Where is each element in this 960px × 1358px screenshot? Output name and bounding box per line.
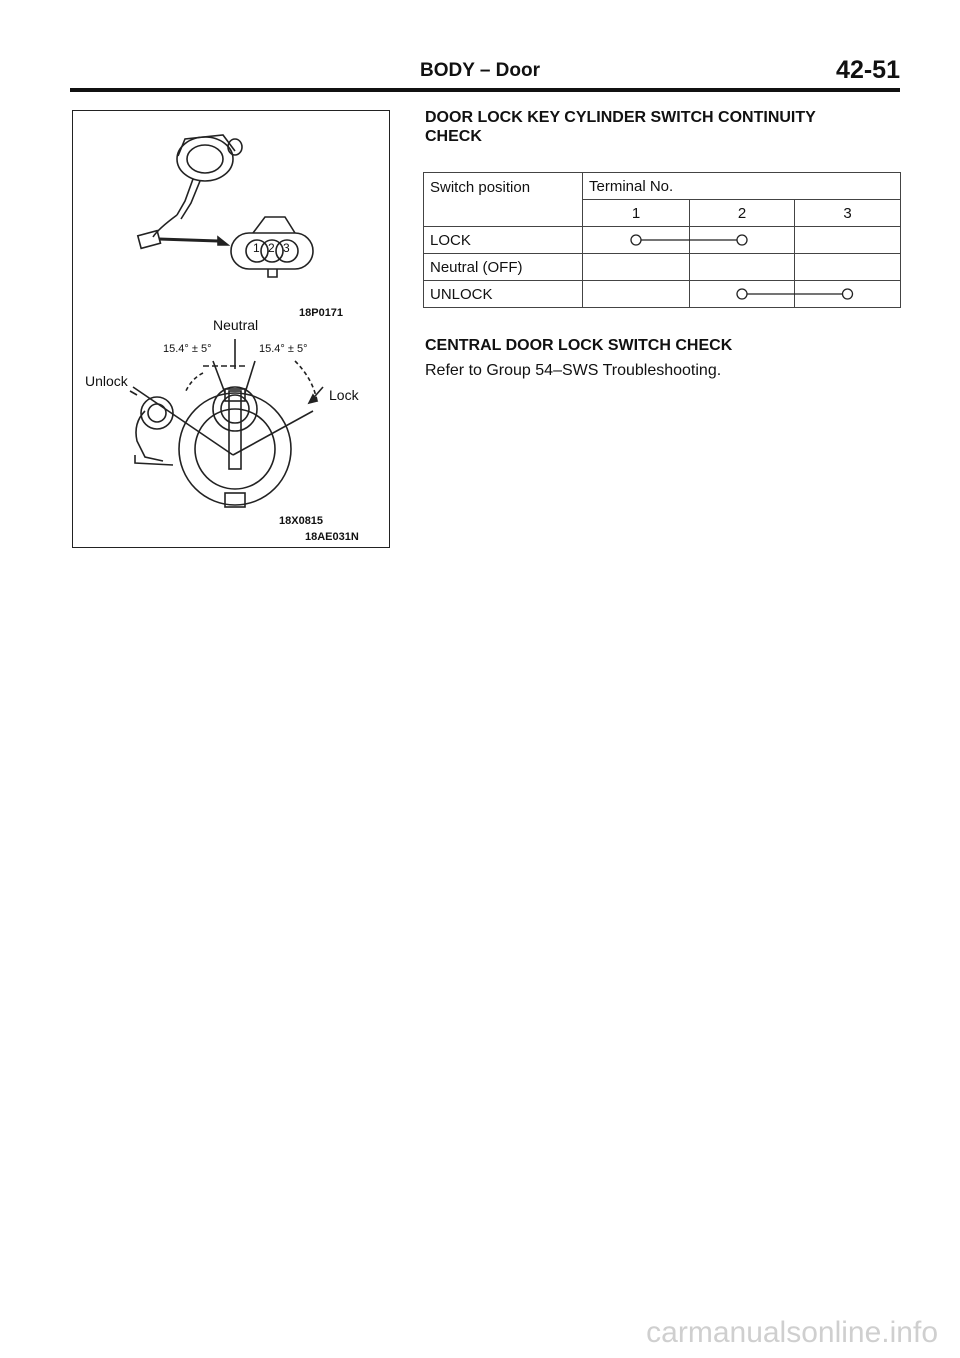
connector-pin-1: 1 bbox=[253, 241, 260, 255]
connector-pin-3: 3 bbox=[283, 241, 290, 255]
label-neutral: Neutral bbox=[213, 317, 259, 333]
terminal-1: 1 bbox=[583, 200, 690, 227]
page-number: 42-51 bbox=[836, 56, 900, 84]
section1-title-line1: DOOR LOCK KEY CYLINDER SWITCH CONTINUITY bbox=[425, 109, 816, 126]
figure-panel bbox=[72, 110, 390, 548]
section2-text: Refer to Group 54–SWS Troubleshooting. bbox=[425, 362, 722, 379]
section1-title bbox=[425, 108, 816, 146]
cell-neutral-1 bbox=[583, 254, 690, 281]
cell-unlock-1 bbox=[583, 281, 690, 308]
cell-neutral-3 bbox=[795, 254, 901, 281]
connector-pin-2: 2 bbox=[268, 241, 275, 255]
label-unlock: Unlock bbox=[85, 373, 128, 389]
figure-code-bottom: 18AE031N bbox=[305, 531, 359, 543]
terminal-2: 2 bbox=[690, 200, 795, 227]
label-lock: Lock bbox=[329, 387, 359, 403]
cell-lock-2 bbox=[690, 227, 795, 254]
row-position-unlock: UNLOCK bbox=[424, 281, 583, 308]
terminal-3: 3 bbox=[795, 200, 901, 227]
cell-unlock-3 bbox=[795, 281, 901, 308]
section2-title: CENTRAL DOOR LOCK SWITCH CHECK bbox=[425, 337, 733, 354]
figure-code-top: 18P0171 bbox=[299, 307, 344, 319]
row-position-lock: LOCK bbox=[424, 227, 583, 254]
watermark: carmanualsonline.info bbox=[646, 1316, 938, 1349]
figure-code-mid: 18X0815 bbox=[279, 515, 324, 527]
table-row bbox=[424, 227, 901, 254]
angle-right: 15.4° ± 5° bbox=[259, 343, 308, 355]
cell-neutral-2 bbox=[690, 254, 795, 281]
header-switch-position: Switch position bbox=[424, 173, 583, 227]
header-rule bbox=[70, 88, 900, 92]
cell-lock-3 bbox=[795, 227, 901, 254]
header-terminal-no: Terminal No. bbox=[583, 173, 901, 200]
row-position-neutral: Neutral (OFF) bbox=[424, 254, 583, 281]
table-row bbox=[424, 254, 901, 281]
table-row bbox=[424, 281, 901, 308]
cell-lock-1 bbox=[583, 227, 690, 254]
cell-unlock-2 bbox=[690, 281, 795, 308]
section1-title-line2: CHECK bbox=[425, 128, 482, 145]
angle-left: 15.4° ± 5° bbox=[163, 343, 212, 355]
page-header-title: BODY – Door bbox=[420, 60, 541, 81]
continuity-table bbox=[423, 172, 901, 308]
